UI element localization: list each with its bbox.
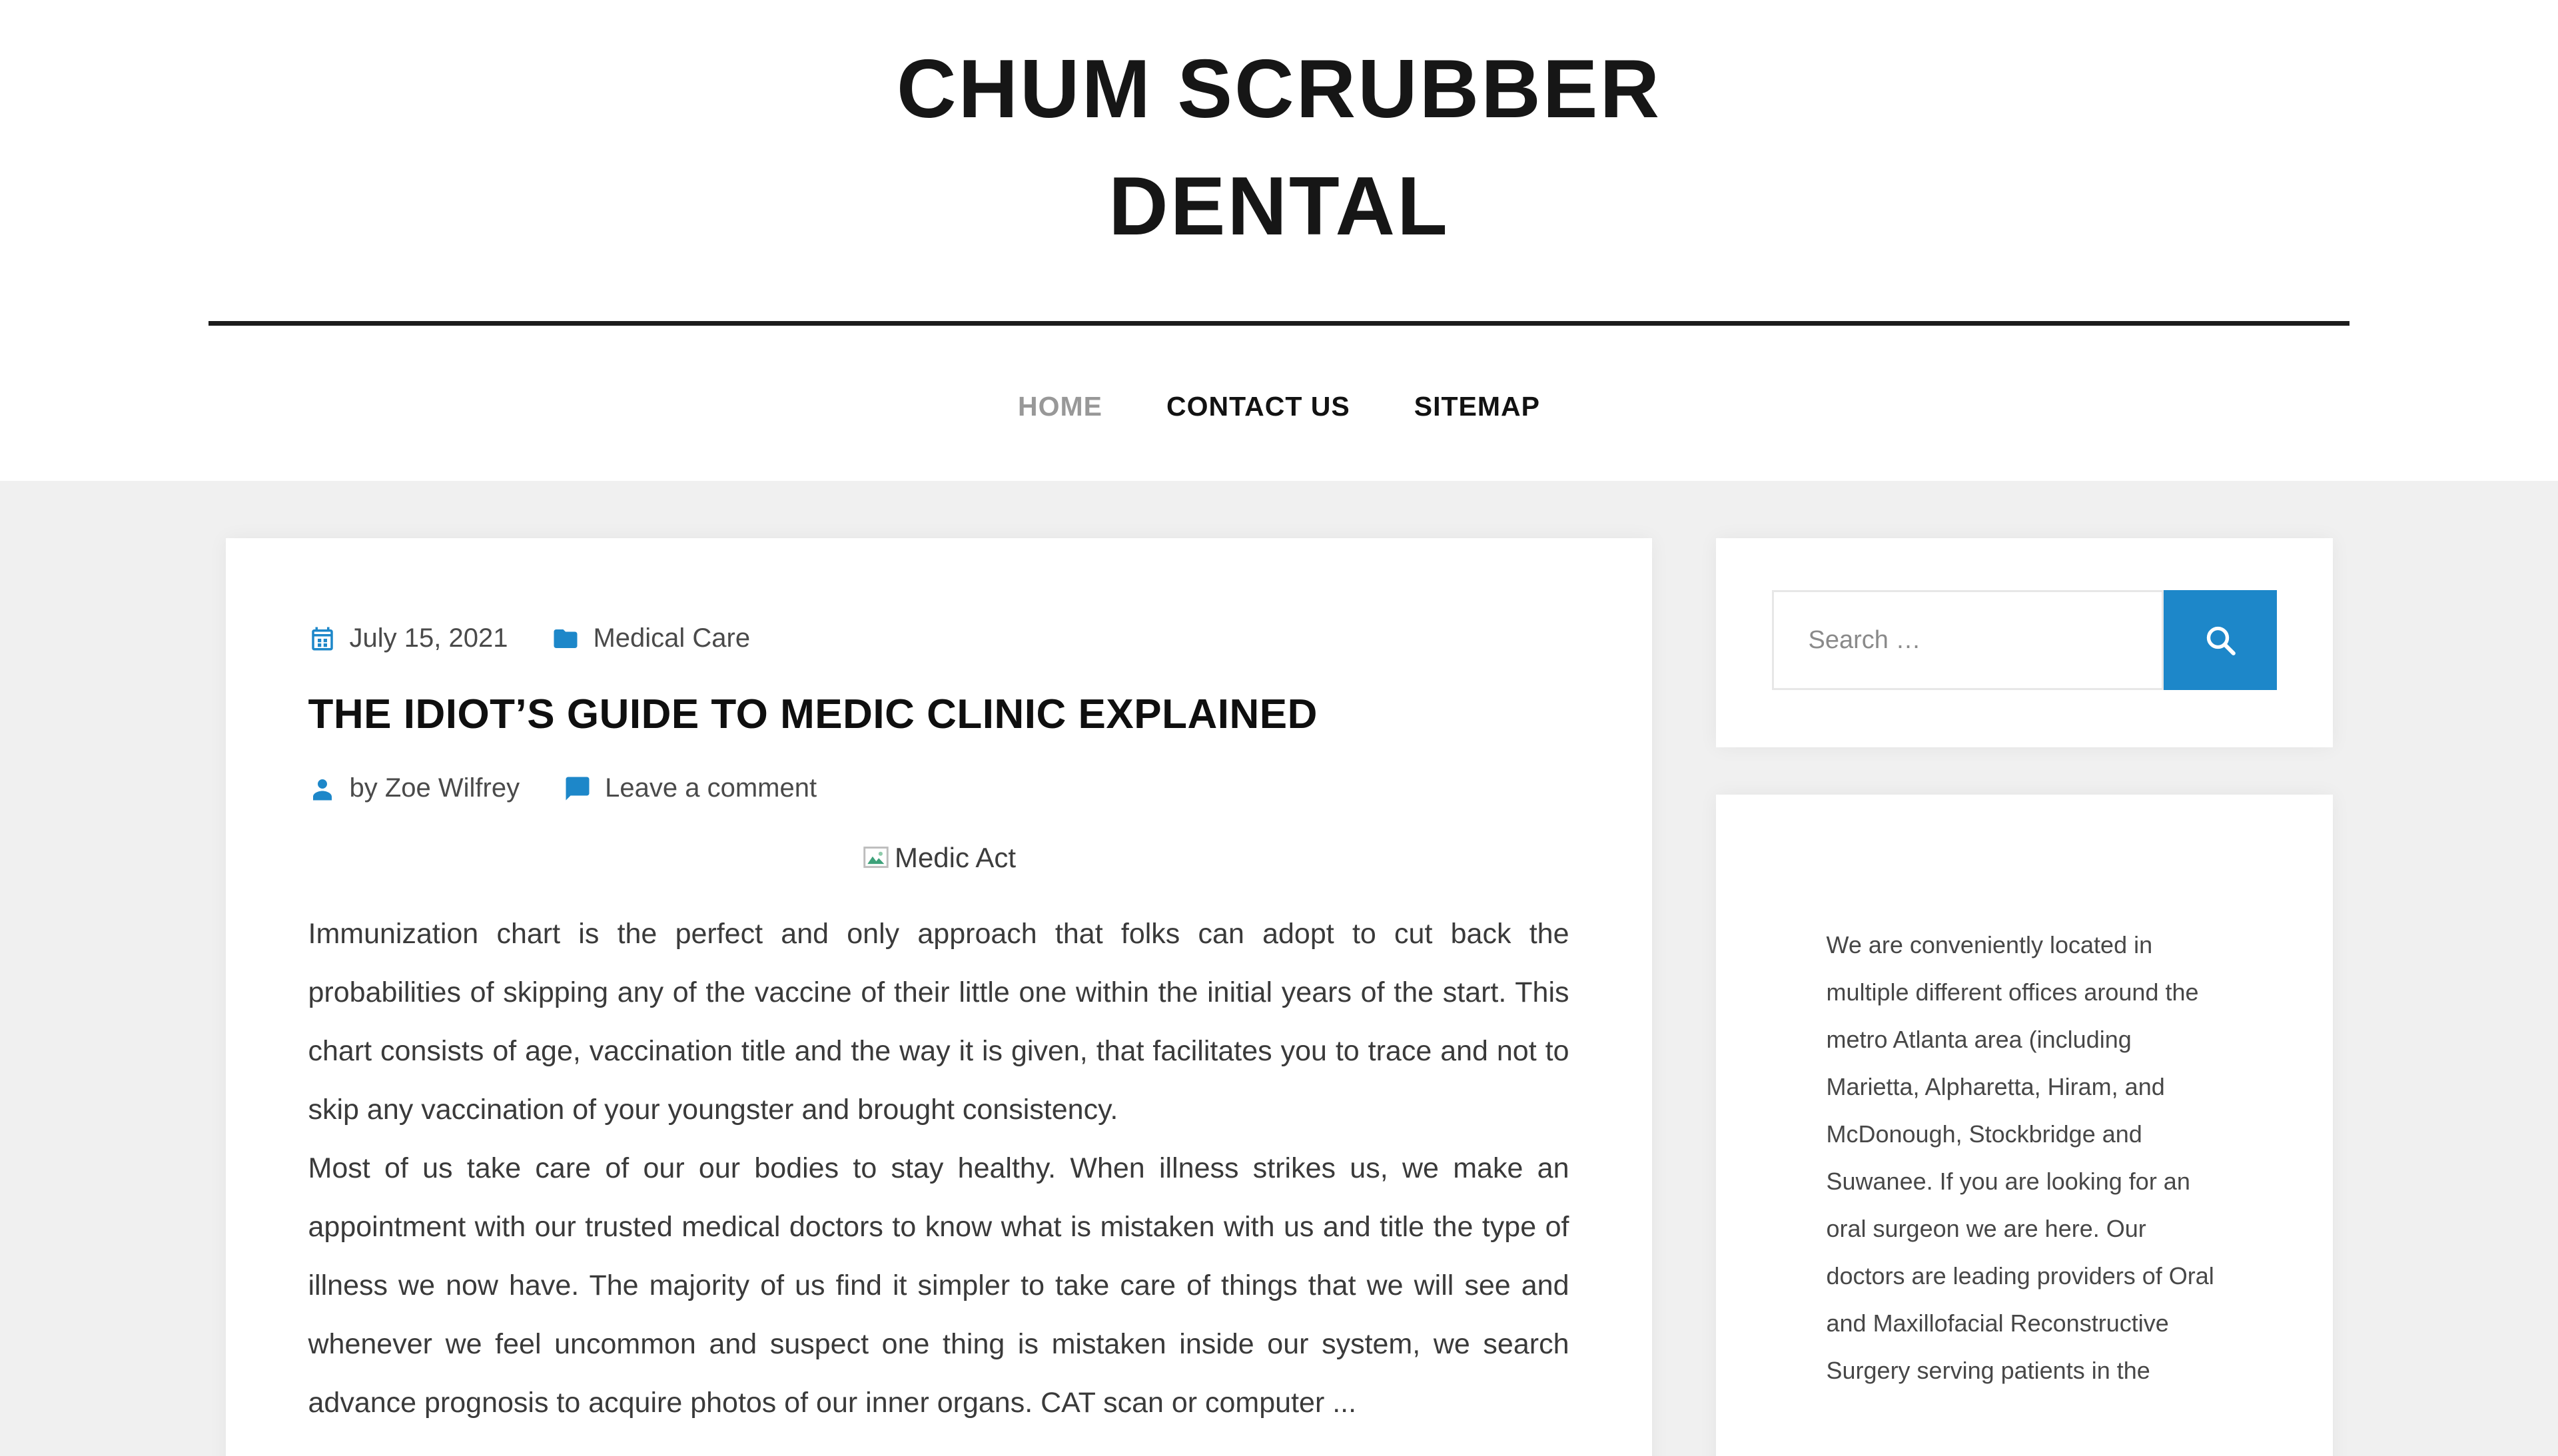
- nav-item-sitemap[interactable]: SITEMAP: [1414, 391, 1540, 422]
- image-alt-text: Medic Act: [894, 842, 1017, 873]
- post-date: July 15, 2021: [349, 623, 508, 653]
- post-comments-group: [564, 773, 817, 803]
- post-card: [226, 538, 1652, 1456]
- search-icon: [2202, 621, 2239, 659]
- nav-item-contact-us[interactable]: CONTACT US: [1166, 391, 1350, 422]
- broken-image-icon: [861, 845, 891, 871]
- sidebar: [1716, 538, 2333, 1456]
- calendar-icon: [308, 625, 336, 653]
- leave-comment-link[interactable]: Leave a comment: [605, 773, 817, 803]
- content-area: [0, 481, 2558, 1456]
- folder-icon: [552, 625, 580, 653]
- main-nav: [0, 391, 2558, 422]
- about-widget: [1716, 795, 2333, 1456]
- post-paragraph-1: Immunization chart is the perfect and only approach that folks can adopt to cut back the probabilities of skipping any of the vaccine of their little one within the initial years of the start. This chart consists of age, vaccination title and the way it is given, that facilitates you to trace and not to skip any vaccination of your youngster and brought consistency.: [308, 918, 1569, 1126]
- post-paragraph-2: Most of us take care of our our bodies to stay healthy. When illness strikes us, we make an appointment with our trusted medical doctors to know what is mistaken with us and title the type of illness we now have. The majority of us find it simpler to take care of things that we will see and whenever we feel uncommon and suspect one thing is mistaken inside our system, we search advance prognosis to acquire photos of our inner organs. CAT scan or computer ...: [308, 1152, 1569, 1419]
- search-input[interactable]: [1772, 590, 2164, 690]
- post-featured-image-broken: [308, 842, 1569, 874]
- about-widget-text: We are conveniently located in multiple different offices around the metro Atlanta area (including Marietta, Alpharetta, Hiram, and McDonough, Stockbridge and Suwanee. If you are looking for an oral surgeon we are here. Our doctors are leading providers of Oral and Maxillofacial Reconstructive Surgery serving patients in the: [1826, 931, 2214, 1384]
- post-category-group: [552, 623, 750, 653]
- post-author-group: [308, 773, 520, 803]
- post-byline-row: [308, 773, 1569, 803]
- site-title[interactable]: CHUM SCRUBBER DENTAL: [896, 43, 1662, 252]
- post-author-link[interactable]: by Zoe Wilfrey: [349, 773, 520, 803]
- search-widget: [1716, 538, 2333, 747]
- post-title: THE IDIOT’S GUIDE TO MEDIC CLINIC EXPLAINED: [308, 691, 1318, 737]
- comment-icon: [564, 775, 592, 803]
- user-icon: [308, 775, 336, 803]
- header-divider: [209, 321, 2349, 326]
- post-category-link[interactable]: Medical Care: [593, 623, 751, 653]
- post-date-group: [308, 623, 508, 653]
- site-header: [0, 0, 2558, 481]
- post-meta-row: [308, 623, 1569, 653]
- search-button[interactable]: [2164, 590, 2277, 690]
- nav-item-home[interactable]: HOME: [1018, 391, 1102, 422]
- search-form: [1772, 590, 2277, 690]
